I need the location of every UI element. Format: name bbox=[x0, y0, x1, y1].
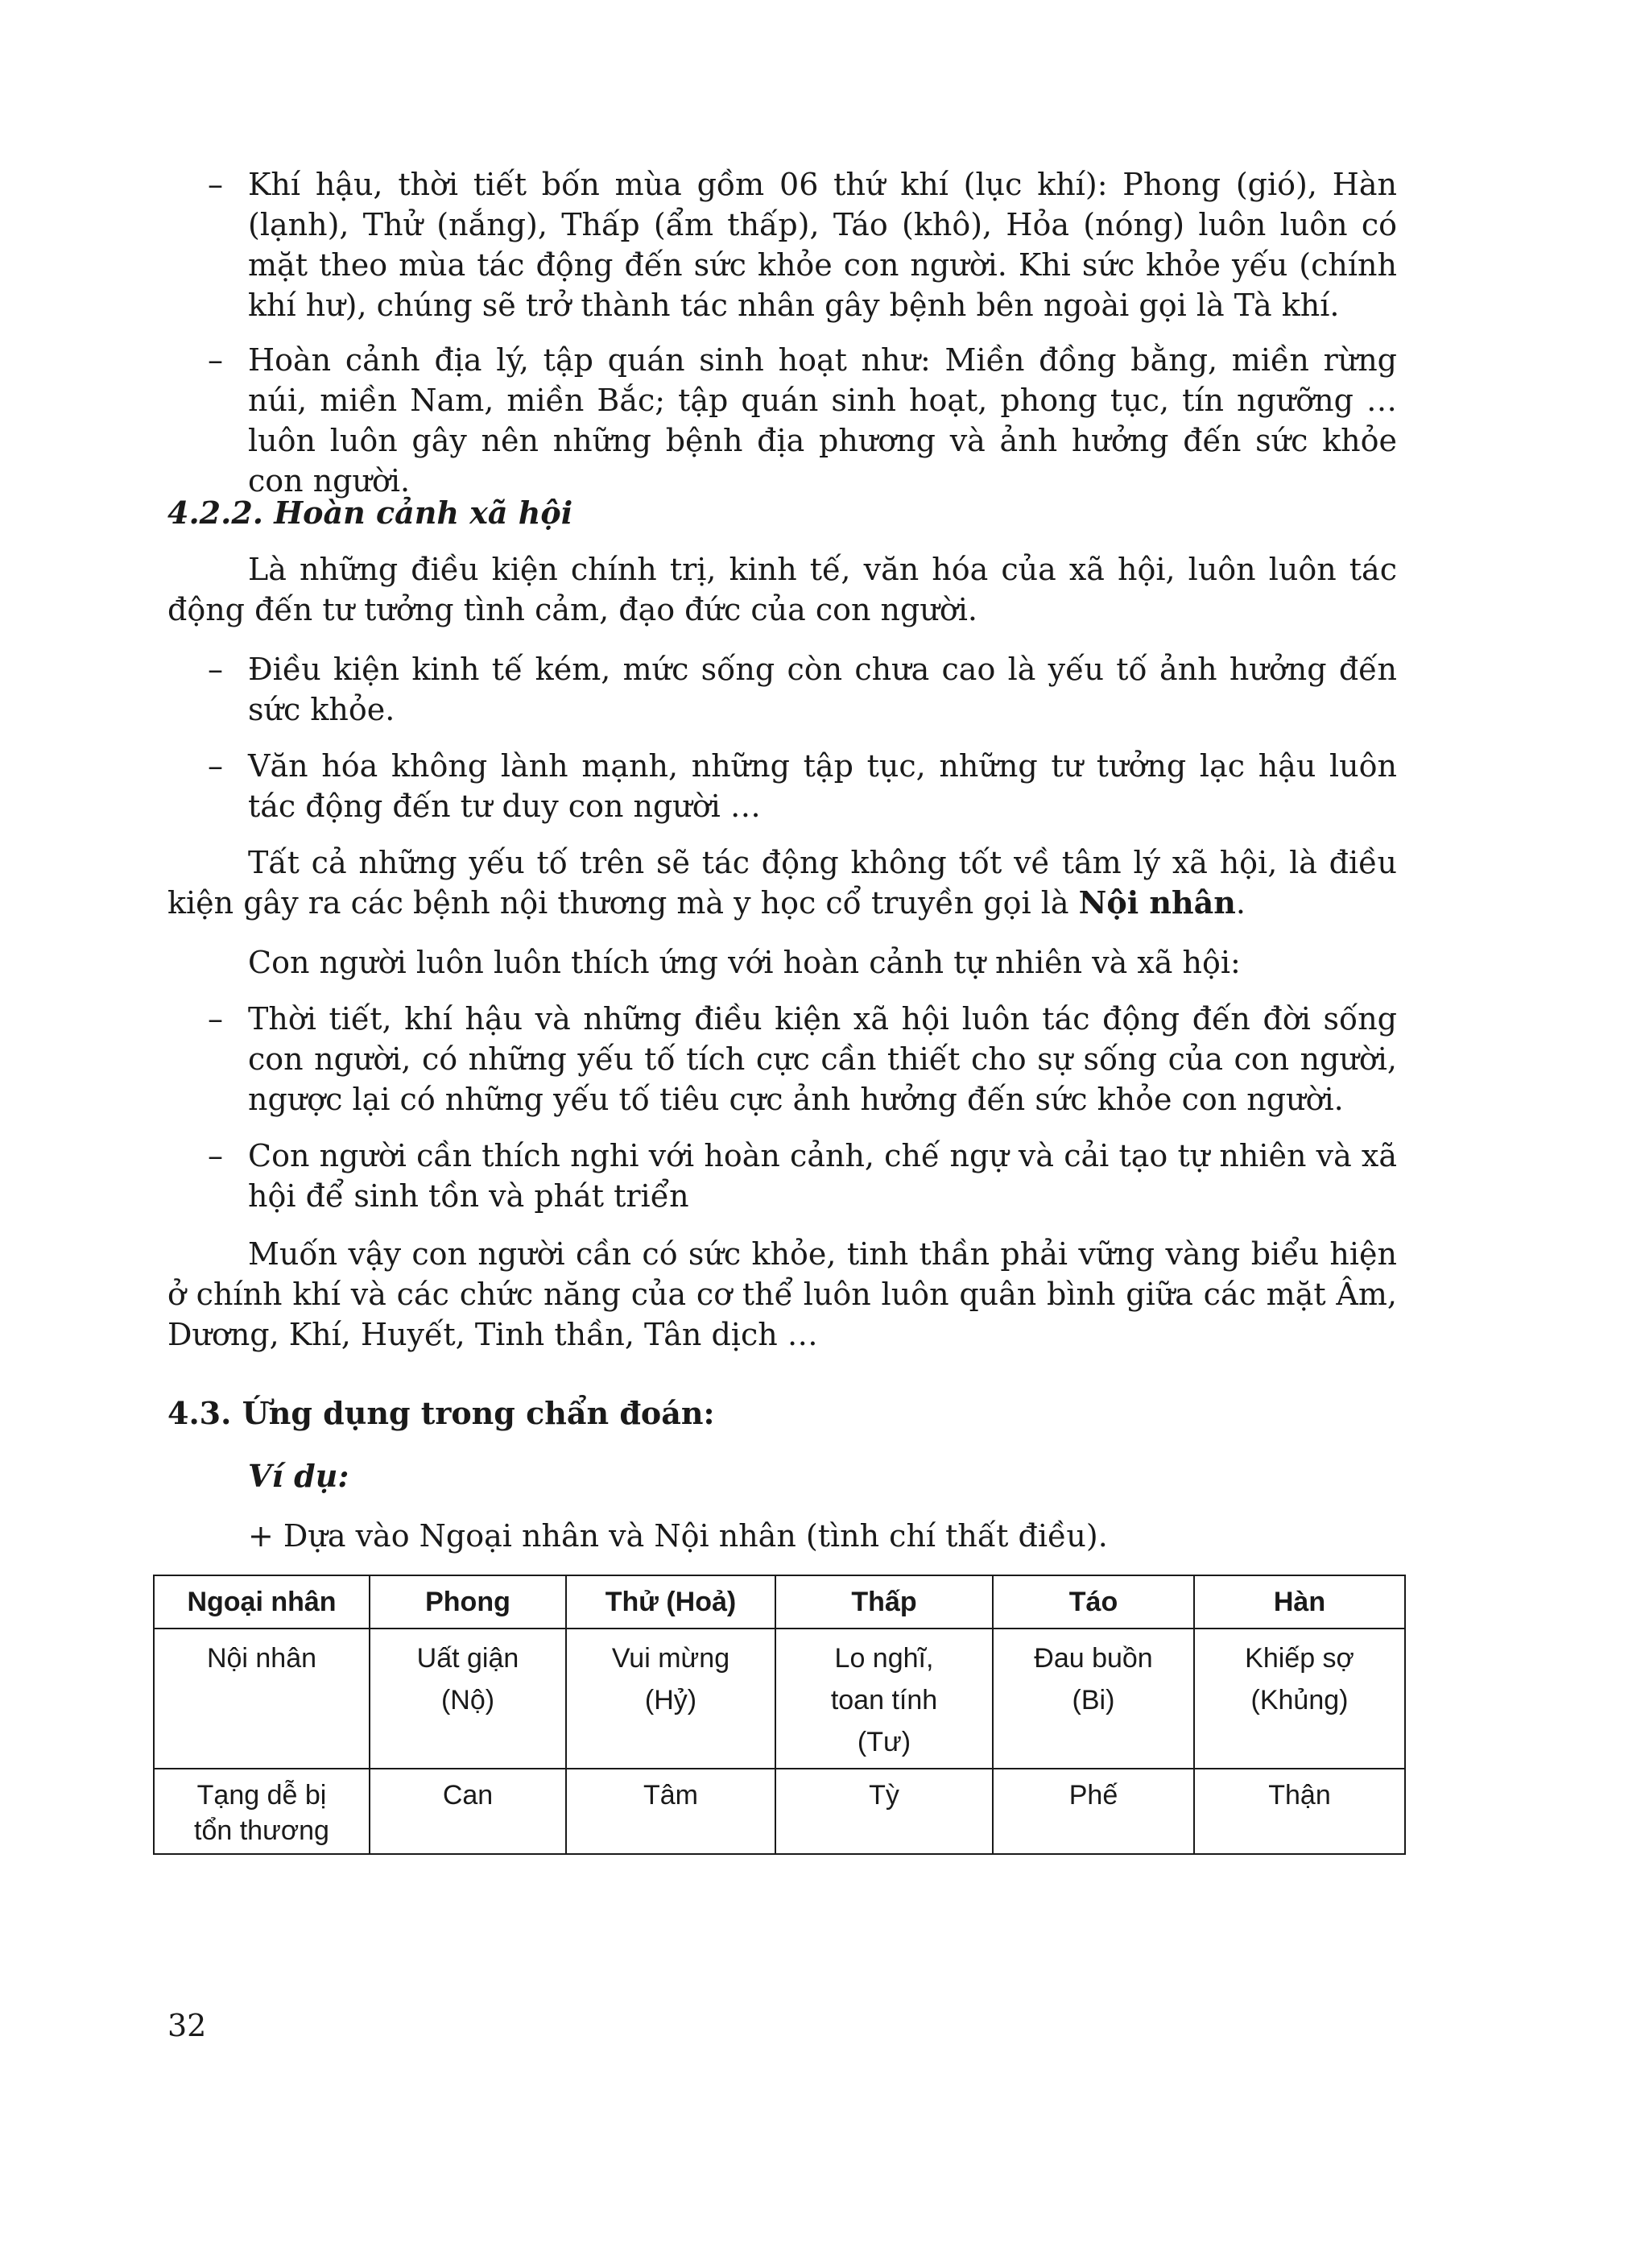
table-cell bbox=[370, 1629, 566, 1769]
list-dash: – bbox=[208, 1138, 223, 1173]
table-header-cell: Thấp bbox=[775, 1575, 993, 1629]
cell-line: (Bi) bbox=[1072, 1685, 1115, 1715]
cell-line: (Hỷ) bbox=[644, 1685, 697, 1715]
paragraph-text: Tất cả những yếu tố trên sẽ tác động không tốt về tâm lý xã hội, là điều kiện gây ra các bệnh nội thương mà y học cổ truyền gọi là bbox=[167, 845, 1397, 921]
table-cell bbox=[566, 1629, 775, 1769]
list-dash: – bbox=[208, 652, 223, 687]
cell-line: tổn thương bbox=[194, 1815, 329, 1846]
table-cell bbox=[993, 1629, 1194, 1769]
list-dash: – bbox=[208, 342, 223, 378]
cell-line: Đau buồn bbox=[1034, 1643, 1153, 1674]
row-label: Nội nhân bbox=[154, 1629, 370, 1769]
table-cell bbox=[1194, 1629, 1405, 1769]
list-dash: – bbox=[208, 748, 223, 784]
bold-term: Nội nhân bbox=[1078, 884, 1236, 921]
paragraph: Muốn vậy con người cần có sức khỏe, tinh thần phải vững vàng biểu hiện ở chính khí và các chức năng của cơ thể luôn luôn quân bình giữa các mặt Âm, Dương, Khí, Huyết, Tinh thần, Tân dịch … bbox=[167, 1236, 1397, 1352]
cell-line: (Khủng) bbox=[1250, 1685, 1349, 1715]
cell-line: Lo nghĩ, bbox=[834, 1643, 934, 1674]
table-cell: Thận bbox=[1194, 1769, 1405, 1854]
cell-line: (Tư) bbox=[857, 1727, 911, 1757]
section-heading: 4.3. Ứng dụng trong chẩn đoán: bbox=[167, 1395, 715, 1431]
list-item: Hoàn cảnh địa lý, tập quán sinh hoạt như: Miền đồng bằng, miền rừng núi, miền Nam, miền Bắc; tập quán sinh hoạt, phong tục, tín ngưỡng … luôn luôn gây nên những bệnh địa phương và ảnh hưởng đến sức khỏe con người. bbox=[248, 342, 1397, 499]
cell-line: Vui mừng bbox=[611, 1643, 730, 1674]
table-row bbox=[154, 1769, 1405, 1854]
table-cell: Tâm bbox=[566, 1769, 775, 1854]
table-cell: Phế bbox=[993, 1769, 1194, 1854]
paragraph-end: . bbox=[1235, 885, 1246, 921]
paragraph bbox=[167, 842, 1397, 923]
table-header-cell: Hàn bbox=[1194, 1575, 1405, 1629]
cell-line: toan tính bbox=[830, 1685, 938, 1715]
table-header-cell: Phong bbox=[370, 1575, 566, 1629]
paragraph: Con người luôn luôn thích ứng với hoàn cảnh tự nhiên và xã hội: bbox=[248, 945, 1241, 980]
cell-line: (Nộ) bbox=[440, 1685, 495, 1715]
list-item: Điều kiện kinh tế kém, mức sống còn chưa cao là yếu tố ảnh hưởng đến sức khỏe. bbox=[248, 652, 1397, 727]
table-cell bbox=[775, 1629, 993, 1769]
table-row bbox=[154, 1629, 1405, 1769]
list-item: Văn hóa không lành mạnh, những tập tục, những tư tưởng lạc hậu luôn tác động đến tư duy con người … bbox=[248, 748, 1397, 824]
page-number: 32 bbox=[167, 2008, 207, 2043]
list-item: Thời tiết, khí hậu và những điều kiện xã hội luôn tác động đến đời sống con người, có những yếu tố tích cực cần thiết cho sự sống của con người, ngược lại có những yếu tố tiêu cực ảnh hưởng đến sức khỏe con người. bbox=[248, 1001, 1397, 1117]
list-item: Con người cần thích nghi với hoàn cảnh, chế ngự và cải tạo tự nhiên và xã hội để sinh tồn và phát triển bbox=[248, 1138, 1397, 1214]
list-dash: – bbox=[208, 1001, 223, 1037]
table-header-cell: Thử (Hoả) bbox=[566, 1575, 775, 1629]
list-item: Khí hậu, thời tiết bốn mùa gồm 06 thứ khí (lục khí): Phong (gió), Hàn (lạnh), Thử (nắng), Thấp (ẩm thấp), Táo (khô), Hỏa (nóng) luôn luôn có mặt theo mùa tác động đến sức khỏe con người. Khi sức khỏe yếu (chính khí hư), chúng sẽ trở thành tác nhân gây bệnh bên ngoài gọi là Tà khí. bbox=[248, 167, 1397, 323]
section-heading: 4.2.2. Hoàn cảnh xã hội bbox=[167, 495, 573, 531]
list-dash: – bbox=[208, 167, 223, 202]
example-label: Ví dụ: bbox=[248, 1458, 349, 1494]
cell-line: Khiếp sợ bbox=[1245, 1643, 1354, 1674]
paragraph: Là những điều kiện chính trị, kinh tế, văn hóa của xã hội, luôn luôn tác động đến tư tưởng tình cảm, đạo đức của con người. bbox=[167, 552, 1397, 627]
table-header-row bbox=[154, 1575, 1405, 1629]
table-header-cell: Ngoại nhân bbox=[154, 1575, 370, 1629]
cell-line: Uất giận bbox=[416, 1643, 519, 1674]
causes-table bbox=[153, 1575, 1406, 1855]
table-cell: Tỳ bbox=[775, 1769, 993, 1854]
table-cell: Can bbox=[370, 1769, 566, 1854]
table-header-cell: Táo bbox=[993, 1575, 1194, 1629]
intro-line: + Dựa vào Ngoại nhân và Nội nhân (tình chí thất điều). bbox=[248, 1518, 1108, 1554]
row-label bbox=[154, 1769, 370, 1854]
cell-line: Tạng dễ bị bbox=[196, 1780, 327, 1811]
